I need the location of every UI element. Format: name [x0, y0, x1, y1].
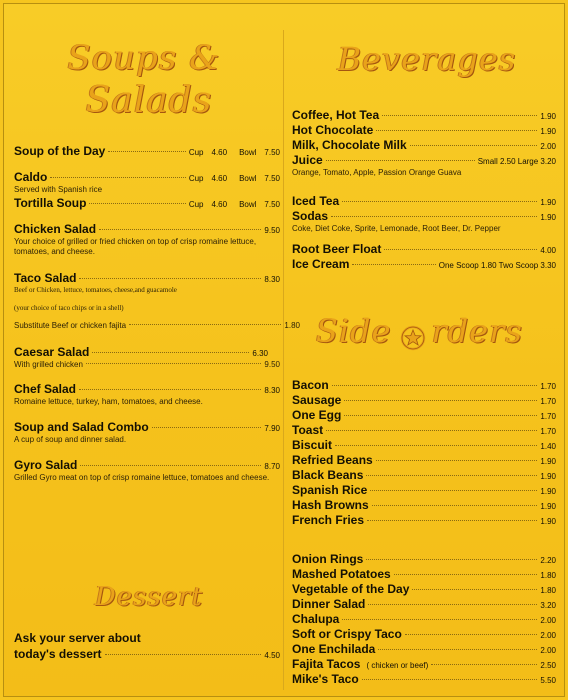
dot-leader [332, 385, 538, 386]
dot-leader [368, 604, 537, 605]
item-name: Bacon [292, 378, 329, 392]
item-price: 1.80 [540, 586, 556, 595]
bowl-price: 7.50 [264, 174, 280, 183]
item-price: 1.70 [540, 427, 556, 436]
item-price: 9.50 [264, 226, 280, 235]
item-price: 1.70 [540, 397, 556, 406]
dot-leader [86, 363, 262, 364]
item-price: 1.90 [540, 457, 556, 466]
dot-leader [344, 400, 537, 401]
item-name: Hash Browns [292, 498, 369, 512]
item-price: 1.90 [540, 502, 556, 511]
dot-leader [89, 203, 185, 204]
menu-item [292, 468, 556, 483]
item-price: 4.00 [540, 246, 556, 255]
dot-leader [79, 389, 261, 390]
dot-leader [394, 574, 538, 575]
dessert-price: 4.50 [264, 651, 280, 660]
dot-leader [410, 145, 538, 146]
menu-item [292, 672, 556, 687]
item-price: 2.50 [540, 661, 556, 670]
bowl-label: Bowl [239, 174, 257, 183]
dot-leader [152, 427, 262, 428]
dot-leader [129, 324, 281, 325]
item-name: Chef Salad [14, 382, 77, 396]
item-price-sizes: One Scoop 1.80 Two Scoop 3.30 [438, 261, 556, 270]
item-description: A cup of soup and dinner salad. [14, 435, 127, 444]
soups-title-line2: Salads [85, 80, 213, 121]
item-name: Tortilla Soup [14, 196, 87, 210]
dot-leader [108, 151, 185, 152]
item-price: 3.20 [540, 601, 556, 610]
item-name: Mike's Taco [292, 672, 359, 686]
item-name: Sodas [292, 209, 329, 223]
item-price: 2.00 [540, 142, 556, 151]
item-name: Hot Chocolate [292, 123, 374, 137]
left-column [14, 0, 300, 700]
item-name: Soft or Crispy Taco [292, 627, 402, 641]
item-name: Chicken Salad [14, 222, 97, 236]
star-icon [400, 325, 426, 351]
dot-leader [412, 589, 537, 590]
item-price: 6.30 [252, 349, 268, 358]
item-price: 1.90 [540, 517, 556, 526]
item-price: 5.50 [540, 676, 556, 685]
item-price: 1.90 [540, 487, 556, 496]
dot-leader [50, 177, 185, 178]
dot-leader [372, 505, 538, 506]
bowl-price: 7.50 [264, 148, 280, 157]
dot-leader [405, 634, 538, 635]
menu-item [14, 170, 280, 195]
menu-item [292, 552, 556, 567]
cup-price: 4.60 [211, 200, 228, 209]
menu-item [292, 567, 556, 582]
item-name: One Enchilada [292, 642, 376, 656]
item-price: 1.90 [540, 213, 556, 222]
side-orders-title-a: Side [316, 312, 392, 350]
cup-label: Cup [188, 200, 204, 209]
item-name: Chalupa [292, 612, 340, 626]
item-name: Caesar Salad [14, 345, 90, 359]
item-name: Refried Beans [292, 453, 373, 467]
dessert-line1: Ask your server about [14, 631, 141, 645]
dot-leader [384, 249, 537, 250]
item-substitute [14, 321, 300, 330]
item-description-2: (your choice of taco chips or in a shell) [14, 304, 124, 312]
item-addon [14, 360, 280, 369]
right-column [292, 0, 556, 700]
menu-item [292, 513, 556, 528]
item-name: Black Beans [292, 468, 364, 482]
item-description: Coke, Diet Coke, Sprite, Lemonade, Root Beer, Dr. Pepper [292, 224, 501, 233]
menu-item [292, 123, 556, 138]
dot-leader [366, 475, 537, 476]
item-name: Milk, Chocolate Milk [292, 138, 407, 152]
menu-item [14, 196, 280, 211]
item-name: Soup and Salad Combo [14, 420, 149, 434]
dot-leader [80, 465, 261, 466]
bowl-label: Bowl [239, 200, 257, 209]
item-description: Romaine lettuce, turkey, ham, tomatoes, and cheese. [14, 397, 203, 406]
item-name: Biscuit [292, 438, 333, 452]
item-note: ( chicken or beef) [366, 661, 429, 670]
item-price: 1.90 [540, 112, 556, 121]
beverages-title: Beverages [337, 40, 517, 78]
sides-list-2 [292, 552, 556, 687]
dessert-item [14, 631, 280, 662]
item-name: One Egg [292, 408, 342, 422]
menu-item [292, 627, 556, 642]
menu-item [14, 144, 280, 159]
dot-leader [326, 430, 537, 431]
cup-label: Cup [188, 174, 204, 183]
dot-leader [352, 264, 435, 265]
item-name: Coffee, Hot Tea [292, 108, 380, 122]
item-name: Caldo [14, 170, 48, 184]
item-price: 1.80 [540, 571, 556, 580]
menu-item [292, 582, 556, 597]
item-price: 1.40 [540, 442, 556, 451]
dot-leader [367, 520, 537, 521]
item-name: Soup of the Day [14, 144, 106, 158]
menu-item [292, 483, 556, 498]
menu-item [292, 153, 556, 168]
menu-item [14, 458, 280, 483]
bowl-price: 7.50 [264, 200, 280, 209]
item-description: Served with Spanish rice [14, 185, 103, 194]
dot-leader [376, 460, 538, 461]
dot-leader [362, 679, 538, 680]
item-description: Orange, Tomato, Apple, Passion Orange Guava [292, 168, 462, 177]
item-price: 1.90 [540, 198, 556, 207]
menu-item [292, 438, 556, 453]
item-name: Iced Tea [292, 194, 340, 208]
menu-item [292, 242, 556, 257]
item-price: 7.90 [264, 424, 280, 433]
menu-item [292, 393, 556, 408]
menu-item [292, 453, 556, 468]
dot-leader [342, 619, 537, 620]
menu-item [292, 108, 556, 123]
item-name: Taco Salad [14, 271, 77, 285]
menu-item [292, 498, 556, 513]
menu-item [292, 642, 556, 657]
dot-leader [342, 201, 537, 202]
dot-leader [331, 216, 537, 217]
menu-item [292, 257, 556, 272]
item-price: 8.70 [264, 462, 280, 471]
menu-item [292, 378, 556, 393]
item-description: Grilled Gyro meat on top of crisp romaine lettuce, tomatoes and cheese. [14, 473, 270, 482]
bowl-label: Bowl [239, 148, 257, 157]
dot-leader [344, 415, 537, 416]
substitute-label: Substitute Beef or chicken fajita [14, 321, 127, 330]
item-name: Mashed Potatoes [292, 567, 391, 581]
side-orders-title-b: rders [431, 312, 523, 350]
item-name: Sausage [292, 393, 342, 407]
item-name: Dinner Salad [292, 597, 366, 611]
item-price: 1.90 [540, 472, 556, 481]
dessert-title: Dessert [94, 582, 204, 612]
menu-item [292, 408, 556, 423]
dot-leader [105, 654, 262, 655]
menu-item [292, 423, 556, 438]
item-name: Gyro Salad [14, 458, 78, 472]
menu-item [292, 209, 556, 224]
dot-leader [431, 664, 537, 665]
dot-leader [335, 445, 537, 446]
item-price: 8.30 [264, 386, 280, 395]
item-description: Your choice of grilled or fried chicken on top of crisp romaine lettuce, tomatoes, and cheese. [14, 237, 257, 256]
beverages-list [292, 108, 556, 272]
item-price: 2.00 [540, 646, 556, 655]
dot-leader [99, 229, 261, 230]
substitute-price: 1.80 [284, 321, 300, 330]
cup-label: Cup [188, 148, 204, 157]
column-divider [283, 30, 284, 690]
item-name: Spanish Rice [292, 483, 368, 497]
item-name: Ice Cream [292, 257, 350, 271]
item-price: 1.70 [540, 382, 556, 391]
dot-leader [378, 649, 537, 650]
side-orders-title [316, 312, 546, 358]
menu-item [14, 382, 280, 407]
dessert-line2: today's dessert [14, 647, 102, 661]
menu-item [14, 420, 280, 445]
menu-item [292, 657, 556, 672]
menu-item [14, 271, 300, 330]
dot-leader [370, 490, 537, 491]
dot-leader [382, 115, 537, 116]
item-description: Beef or Chicken, lettuce, tomatoes, cheese,and guacamole [14, 286, 177, 294]
dot-leader [79, 278, 261, 279]
item-name: Juice [292, 153, 323, 167]
dot-leader [326, 160, 475, 161]
dot-leader [376, 130, 537, 131]
menu-item [14, 345, 280, 369]
item-name: Fajita Tacos [292, 657, 361, 671]
item-name: Vegetable of the Day [292, 582, 410, 596]
soups-title-line1: Soups & [67, 38, 221, 78]
item-name: French Fries [292, 513, 365, 527]
item-price-sizes: Small 2.50 Large 3.20 [477, 157, 556, 166]
item-name: Root Beer Float [292, 242, 382, 256]
item-price: 1.90 [540, 127, 556, 136]
item-price: 8.30 [264, 275, 280, 284]
item-price: 2.00 [540, 616, 556, 625]
item-price: 2.20 [540, 556, 556, 565]
menu-item [292, 597, 556, 612]
menu-item [292, 612, 556, 627]
cup-price: 4.60 [211, 148, 228, 157]
dot-leader [92, 352, 249, 353]
menu-item [14, 222, 280, 257]
item-name: Toast [292, 423, 324, 437]
item-price: 2.00 [540, 631, 556, 640]
item-name: Onion Rings [292, 552, 364, 566]
cup-price: 4.60 [211, 174, 228, 183]
menu-item [292, 194, 556, 209]
menu-item [292, 138, 556, 153]
addon-price: 9.50 [264, 360, 280, 369]
item-price: 1.70 [540, 412, 556, 421]
sides-list [292, 378, 556, 528]
addon-label: With grilled chicken [14, 360, 83, 369]
dot-leader [366, 559, 537, 560]
